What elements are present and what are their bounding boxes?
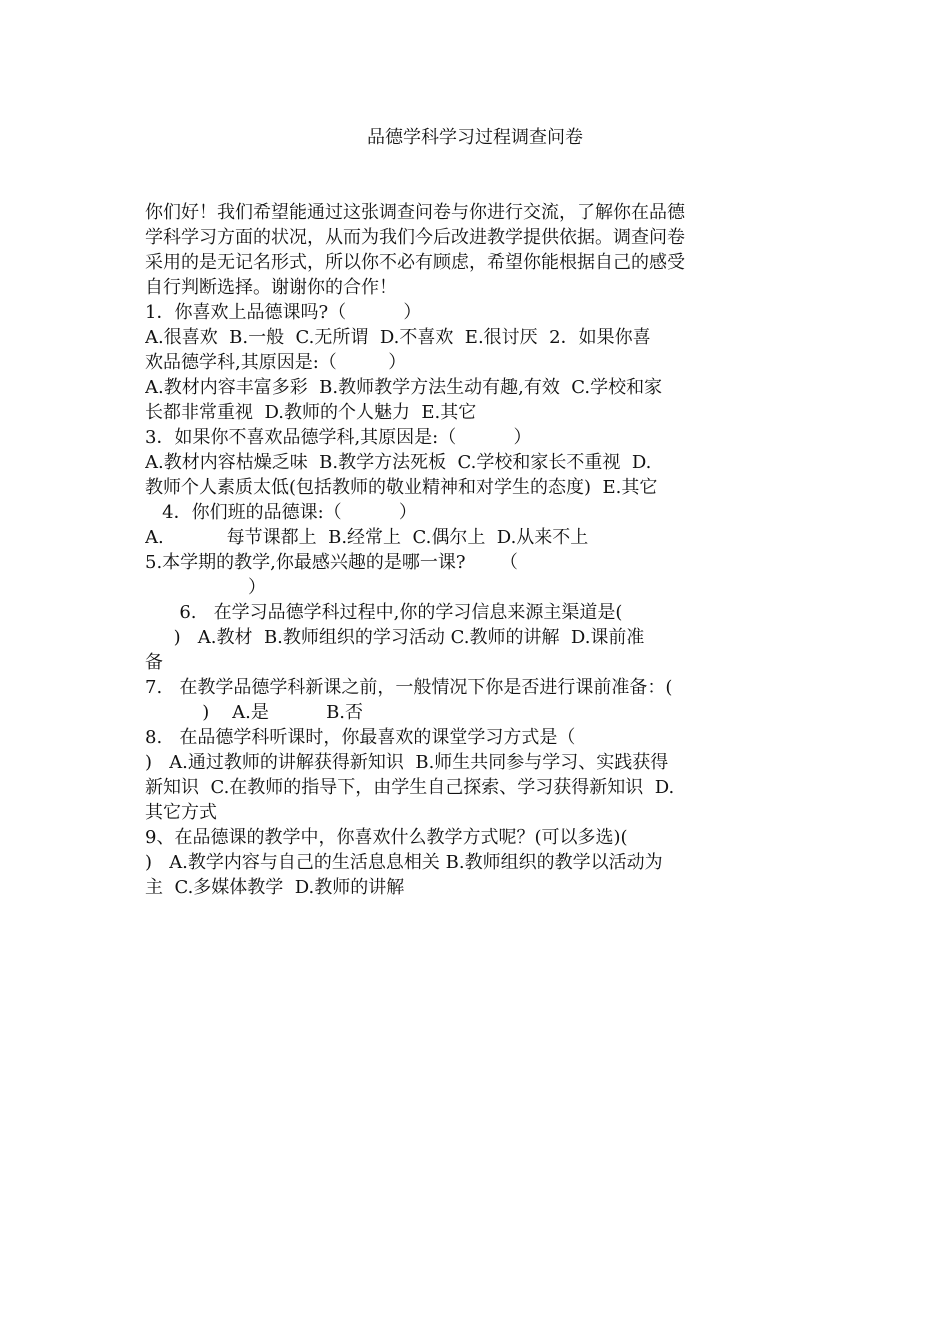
text-line: 自行判断选择。谢谢你的合作！ — [145, 277, 397, 298]
question-line: A. 每节课都上 B.经常上 C.偶尔上 D.从来不上 — [145, 527, 589, 548]
question-line: 4．你们班的品德课:（ ） — [145, 502, 417, 523]
question-line: 1．你喜欢上品德课吗?（ ） — [145, 302, 422, 323]
question-line: 欢品德学科,其原因是:（ ） — [145, 352, 407, 373]
text-line: 采用的是无记名形式，所以你不必有顾虑，希望你能根据自己的感受 — [145, 252, 685, 273]
question-line: A.教材内容枯燥乏味 B.教学方法死板 C.学校和家长不重视 D. — [145, 452, 652, 473]
text-line: 你们好！我们希望能通过这张调查问卷与你进行交流，了解你在品德 — [145, 202, 685, 223]
question-line: ) A.通过教师的讲解获得新知识 B.师生共同参与学习、实践获得 — [145, 752, 669, 773]
question-line: 5.本学期的教学,你最感兴趣的是哪一课? （ — [145, 552, 518, 573]
text-line: 学科学习方面的状况，从而为我们今后改进教学提供依据。调查问卷 — [145, 227, 685, 248]
question-line: ） — [145, 577, 266, 598]
question-line: 备 — [145, 652, 163, 673]
question-line: 主 C.多媒体教学 D.教师的讲解 — [145, 877, 405, 898]
question-line: 9、在品德课的教学中，你喜欢什么教学方式呢？(可以多选)( — [145, 827, 628, 848]
question-line: 其它方式 — [145, 802, 217, 823]
question-line: 3．如果你不喜欢品德学科,其原因是:（ ） — [145, 427, 532, 448]
question-line: A.很喜欢 B.一般 C.无所谓 D.不喜欢 E.很讨厌 2．如果你喜 — [145, 327, 651, 348]
question-line: ) A.教学内容与自己的生活息息相关 B.教师组织的教学以活动为 — [145, 852, 663, 873]
gender-greeting-row — [145, 175, 811, 200]
question-line: A.教材内容丰富多彩 B.教师教学方法生动有趣,有效 C.学校和家 — [145, 377, 663, 398]
question-line: 长都非常重视 D.教师的个人魅力 E.其它 — [145, 402, 477, 423]
question-line: 6. 在学习品德学科过程中,你的学习信息来源主渠道是( — [145, 602, 623, 623]
header-row — [145, 150, 811, 175]
question-line: ) A.是 B.否 — [145, 702, 364, 723]
question-line: ) A.教材 B.教师组织的学习活动 C.教师的讲解 D.课前准 — [145, 627, 645, 648]
question-line: 7. 在教学品德学科新课之前，一般情况下你是否进行课前准备：( — [145, 677, 673, 698]
question-line: 教师个人素质太低(包括教师的敬业精神和对学生的态度) E.其它 — [145, 477, 658, 498]
question-line: 8. 在品德学科听课时，你最喜欢的课堂学习方式是（ — [145, 727, 576, 748]
document-title: 品德学科学习过程调查问卷 — [367, 127, 583, 148]
question-line: 新知识 C.在教师的指导下，由学生自己探索、学习获得新知识 D. — [145, 777, 675, 798]
